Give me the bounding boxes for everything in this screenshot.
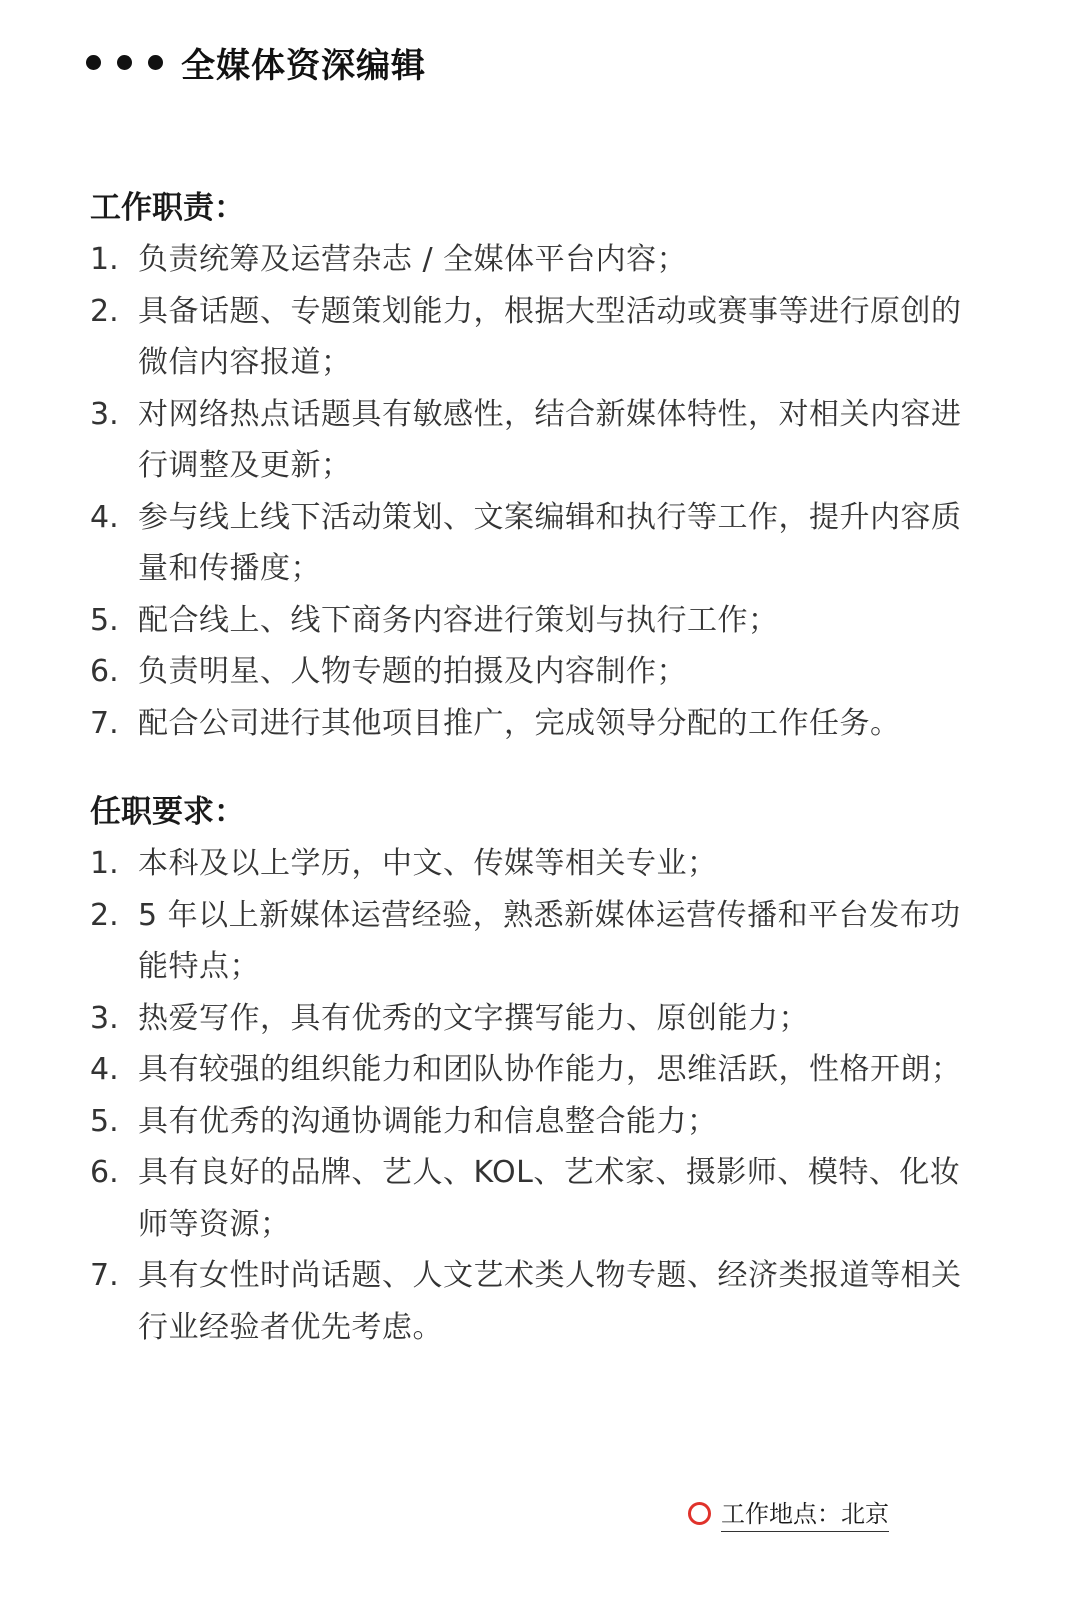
item-number: 7. <box>90 705 119 741</box>
item-number: 6. <box>90 654 119 689</box>
item-text: 5 年以上新媒体运营经验，熟悉新媒体运营传播和平台发布功能特点； <box>138 897 961 984</box>
item-text: 具有较强的组织能力和团队协作能力，思维活跃，性格开朗； <box>138 1052 962 1087</box>
item-number: 1. <box>90 242 119 277</box>
item-text: 具有女性时尚话题、人文艺术类人物专题、经济类报道等相关行业经验者优先考虑。 <box>138 1258 962 1345</box>
list-item <box>90 1147 970 1250</box>
item-text: 具有优秀的沟通协调能力和信息整合能力； <box>138 1103 718 1139</box>
item-text: 负责明星、人物专题的拍摄及内容制作； <box>138 654 687 689</box>
dot <box>86 55 101 70</box>
page-title: 全媒体资深编辑 <box>181 45 426 86</box>
red-circle-icon <box>688 1502 711 1525</box>
three-dots-icon <box>86 55 163 70</box>
list-item <box>90 389 970 492</box>
item-text: 负责统筹及运营杂志 / 全媒体平台内容； <box>138 242 688 277</box>
item-number: 2. <box>90 293 119 329</box>
list-item <box>90 646 970 698</box>
requirements-section <box>90 786 970 1353</box>
list-item <box>90 492 970 595</box>
list-item <box>90 993 970 1045</box>
duties-heading: 工作职责： <box>90 190 245 226</box>
list-item <box>90 1096 970 1148</box>
item-text: 配合公司进行其他项目推广，完成领导分配的工作任务。 <box>138 705 901 741</box>
item-number: 7. <box>90 1258 119 1293</box>
item-number: 4. <box>90 499 119 535</box>
dot <box>117 55 132 70</box>
item-text: 本科及以上学历，中文、传媒等相关专业； <box>138 846 718 881</box>
requirements-list <box>90 838 970 1353</box>
list-item <box>90 234 970 286</box>
item-number: 3. <box>90 1000 119 1036</box>
item-number: 5. <box>90 1103 119 1139</box>
item-text: 具备话题、专题策划能力，根据大型活动或赛事等进行原创的微信内容报道； <box>138 293 962 380</box>
item-text: 参与线上线下活动策划、文案编辑和执行等工作，提升内容质量和传播度； <box>138 499 962 586</box>
item-number: 2. <box>90 897 119 933</box>
item-text: 热爱写作，具有优秀的文字撰写能力、原创能力； <box>138 1000 809 1036</box>
list-item <box>90 698 970 750</box>
item-number: 5. <box>90 602 119 638</box>
item-number: 6. <box>90 1155 119 1190</box>
item-text: 对网络热点话题具有敏感性，结合新媒体特性，对相关内容进行调整及更新； <box>138 396 962 483</box>
list-item <box>90 890 970 993</box>
list-item <box>90 1250 970 1353</box>
item-number: 1. <box>90 846 119 881</box>
list-item <box>90 838 970 890</box>
requirements-heading: 任职要求： <box>90 794 245 830</box>
location-text: 工作地点：北京 <box>721 1494 889 1532</box>
page-header <box>86 38 426 86</box>
list-item <box>90 1044 970 1096</box>
work-location <box>688 1494 889 1532</box>
list-item <box>90 286 970 389</box>
duties-section <box>90 182 970 749</box>
dot <box>148 55 163 70</box>
item-text: 配合线上、线下商务内容进行策划与执行工作； <box>138 602 779 638</box>
item-number: 3. <box>90 396 119 432</box>
item-number: 4. <box>90 1052 119 1087</box>
duties-list <box>90 234 970 749</box>
item-text: 具有良好的品牌、艺人、KOL、艺术家、摄影师、模特、化妆师等资源； <box>138 1155 961 1242</box>
list-item <box>90 595 970 647</box>
